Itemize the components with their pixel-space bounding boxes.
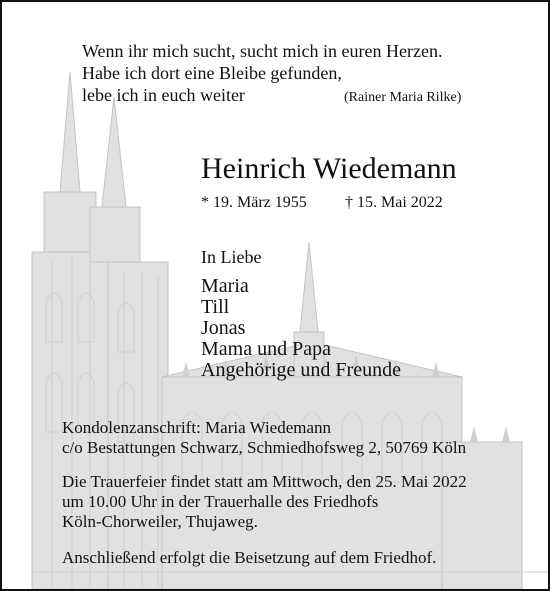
funeral-line: Die Trauerfeier findet statt am Mittwoch, den 25. Mai 2022 — [62, 472, 467, 491]
mourners-intro: In Liebe — [201, 247, 262, 267]
poem-attribution: (Rainer Maria Rilke) — [344, 90, 462, 105]
mourner-name: Jonas — [201, 317, 246, 339]
mourner-name: Maria — [201, 275, 249, 297]
mourners-list — [201, 276, 401, 381]
poem-line: lebe ich in euch weiter — [82, 85, 245, 105]
funeral-line: um 10.00 Uhr in der Trauerhalle des Friedhofs — [62, 492, 379, 511]
birth-date: * 19. März 1955 — [201, 194, 307, 211]
deceased-name: Heinrich Wiedemann — [201, 152, 457, 185]
poem-line: Wenn ihr mich sucht, sucht mich in euren Herzen. — [82, 41, 443, 61]
condolence-address — [62, 418, 466, 458]
condolence-line: Kondolenzanschrift: Maria Wiedemann — [62, 418, 332, 437]
life-dates — [201, 194, 443, 212]
poem-line: Habe ich dort eine Bleibe gefunden, — [82, 63, 342, 83]
mourner-name: Angehörige und Freunde — [201, 359, 401, 381]
mourner-name: Till — [201, 296, 230, 318]
death-date: † 15. Mai 2022 — [345, 194, 443, 211]
mourner-name: Mama und Papa — [201, 338, 331, 360]
funeral-details — [62, 472, 467, 532]
funeral-line: Köln-Chorweiler, Thujaweg. — [62, 512, 258, 531]
poem — [82, 40, 462, 106]
condolence-line: c/o Bestattungen Schwarz, Schmiedhofsweg 2, 50769 Köln — [62, 438, 467, 457]
burial-note: Anschließend erfolgt die Beisetzung auf dem Friedhof. — [62, 548, 437, 567]
